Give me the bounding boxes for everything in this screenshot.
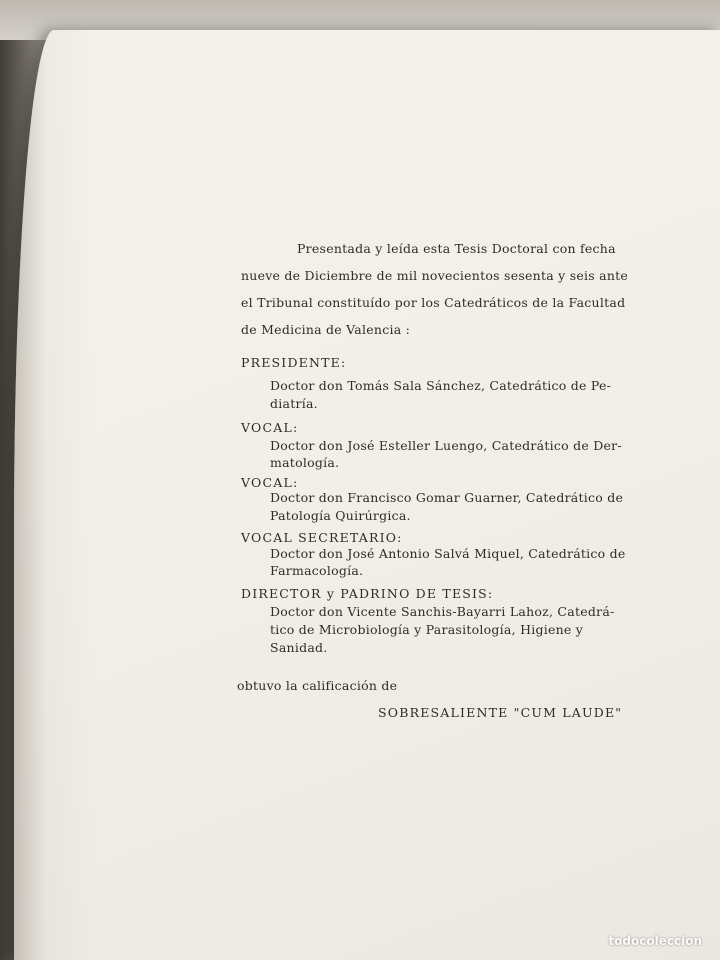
member-vocal-1-line-2: matología.	[270, 455, 340, 470]
page-curl-shadow	[14, 30, 94, 960]
member-presidente-line-2: diatría.	[270, 396, 318, 411]
role-vocal-1: VOCAL:	[241, 420, 299, 435]
intro-line-4: de Medicina de Valencia :	[241, 322, 411, 337]
member-director-line-2: tico de Microbiología y Parasitología, Higiene y	[270, 622, 584, 637]
watermark-logo: todocoleccion	[608, 934, 702, 948]
member-secretario-line-2: Farmacología.	[270, 563, 364, 578]
role-vocal-secretario: VOCAL SECRETARIO:	[241, 530, 403, 545]
member-secretario-line-1: Doctor don José Antonio Salvá Miquel, Catedrático de	[270, 546, 626, 561]
role-presidente: PRESIDENTE:	[241, 355, 347, 370]
result-intro: obtuvo la calificación de	[237, 678, 398, 693]
intro-line-2: nueve de Diciembre de mil novecientos sesenta y seis ante	[241, 268, 629, 283]
member-presidente-line-1: Doctor don Tomás Sala Sánchez, Catedrático de Pe-	[270, 378, 612, 393]
intro-line-1: Presentada y leída esta Tesis Doctoral con fecha	[297, 241, 616, 256]
member-director-line-1: Doctor don Vicente Sanchis-Bayarri Lahoz, Catedrá-	[270, 604, 615, 619]
member-vocal-1-line-1: Doctor don José Esteller Luengo, Catedrático de Der-	[270, 438, 622, 453]
member-vocal-2-line-2: Patología Quirúrgica.	[270, 508, 411, 523]
grade: SOBRESALIENTE "CUM LAUDE"	[378, 705, 623, 720]
member-director-line-3: Sanidad.	[270, 640, 328, 655]
intro-line-3: el Tribunal constituído por los Catedráticos de la Facultad	[241, 295, 626, 310]
member-vocal-2-line-1: Doctor don Francisco Gomar Guarner, Catedrático de	[270, 490, 624, 505]
role-director: DIRECTOR y PADRINO DE TESIS:	[241, 586, 494, 601]
role-vocal-2: VOCAL:	[241, 475, 299, 490]
